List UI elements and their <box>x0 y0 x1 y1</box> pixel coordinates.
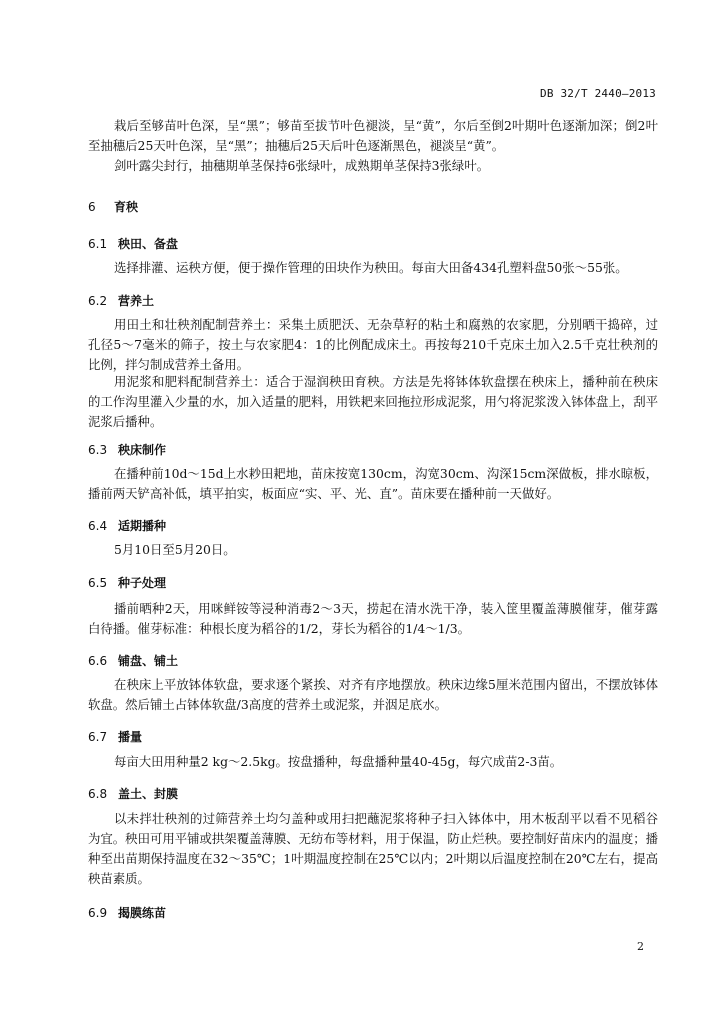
section-title: 铺盘、铺土 <box>118 654 179 668</box>
section-number: 6.1 <box>88 237 108 251</box>
section-title: 揭膜练苗 <box>118 906 167 920</box>
section-6-6-heading <box>88 652 178 669</box>
section-6-8-heading <box>88 785 178 802</box>
section-6-4-paragraph: 5月10日至5月20日。 <box>114 542 236 557</box>
section-number: 6.4 <box>88 519 108 533</box>
section-title: 营养土 <box>118 294 155 308</box>
section-6-3-paragraph: 在播种前10d～15d上水耖田耙地，苗床按宽130cm，沟宽30cm、沟深15cm深做板，排水晾板，播前两天铲高补低，填平拍实，板面应“实、平、光、直”。苗床要在播种前一天做好。 <box>88 466 658 501</box>
section-6-2-paragraph-2: 用泥浆和肥料配制营养土：适合于湿润秧田育秧。方法是先将钵体软盘摆在秧床上，播种前在秧床的工作沟里灌入少量的水，加入适量的肥料，用铁耙来回拖拉形成泥浆，用勺将泥浆泼入钵体盘上，刮平泥浆后播种。 <box>88 374 658 429</box>
section-6-6-paragraph: 在秧床上平放钵体软盘，要求逐个紧挨、对齐有序地摆放。秧床边缘5厘米范围内留出，不摆放钵体软盘。然后铺土占钵体软盘/3高度的营养土或泥浆，并洇足底水。 <box>88 677 658 712</box>
section-title: 盖土、封膜 <box>118 787 179 801</box>
section-6-8-paragraph: 以未拌壮秧剂的过筛营养土均匀盖种或用扫把蘸泥浆将种子扫入钵体中，用木板刮平以看不见稻谷为宜。秧田可用平铺或拱架覆盖薄膜、无纺布等材料，用于保温，防止烂秧。要控制好苗床内的温度；播种至出苗期保持温度在32～35℃；1叶期温度控制在25℃以内；2叶期以后温度控制在20℃左右，提高秧苗素质。 <box>88 811 658 886</box>
intro-paragraph-2: 剑叶露尖封行，抽穗期单茎保持6张绿叶，成熟期单茎保持3张绿叶。 <box>114 158 490 173</box>
section-6-heading <box>88 198 138 215</box>
section-6-7-heading <box>88 728 142 745</box>
section-title: 秧床制作 <box>118 443 167 457</box>
section-6-2-heading <box>88 292 154 309</box>
section-title: 秧田、备盘 <box>118 237 179 251</box>
section-6-9-heading <box>88 904 166 921</box>
intro-paragraph-1: 栽后至够苗叶色深，呈“黑”；够苗至拔节叶色褪淡，呈“黄”，尔后至倒2叶期叶色逐渐加深；倒2叶至抽穗后25天叶色深，呈“黑”；抽穗后25天后叶色逐渐黑色，褪淡呈“黄”。 <box>88 118 658 153</box>
section-number: 6 <box>88 200 96 214</box>
section-6-1-heading <box>88 235 178 252</box>
section-number: 6.7 <box>88 730 108 744</box>
section-6-2-paragraph-1: 用田土和壮秧剂配制营养土：采集土质肥沃、无杂草籽的粘土和腐熟的农家肥，分别晒干捣碎，过孔径5～7毫米的筛子，按土与农家肥4：1的比例配成床土。再按每210千克床土加入2.5千克壮秧剂的比例，拌匀制成营养土备用。 <box>88 317 658 372</box>
section-title: 种子处理 <box>118 576 167 590</box>
page-number: 2 <box>637 940 644 953</box>
section-title: 播量 <box>118 730 143 744</box>
section-number: 6.5 <box>88 576 108 590</box>
section-6-5-paragraph: 播前晒种2天，用咪鲜铵等浸种消毒2～3天，捞起在清水洗干净，装入筐里覆盖薄膜催芽，催芽露白待播。催芽标准：种根长度为稻谷的1/2，芽长为稻谷的1/4～1/3。 <box>88 601 658 636</box>
section-number: 6.6 <box>88 654 108 668</box>
section-number: 6.2 <box>88 294 108 308</box>
section-6-5-heading <box>88 574 166 591</box>
section-6-7-paragraph: 每亩大田用种量2 kg～2.5kg。按盘播种，每盘播种量40-45g，每穴成苗2-3苗。 <box>114 754 563 769</box>
section-number: 6.9 <box>88 906 108 920</box>
section-title: 育秧 <box>114 200 139 214</box>
section-6-1-paragraph: 选择排灌、运秧方便，便于操作管理的田块作为秧田。每亩大田备434孔塑料盘50张～55张。 <box>114 260 628 275</box>
section-6-3-heading <box>88 441 166 458</box>
section-6-4-heading <box>88 517 166 534</box>
section-number: 6.3 <box>88 443 108 457</box>
section-title: 适期播种 <box>118 519 167 533</box>
section-number: 6.8 <box>88 787 108 801</box>
standard-number: DB 32/T 2440—2013 <box>540 87 656 100</box>
